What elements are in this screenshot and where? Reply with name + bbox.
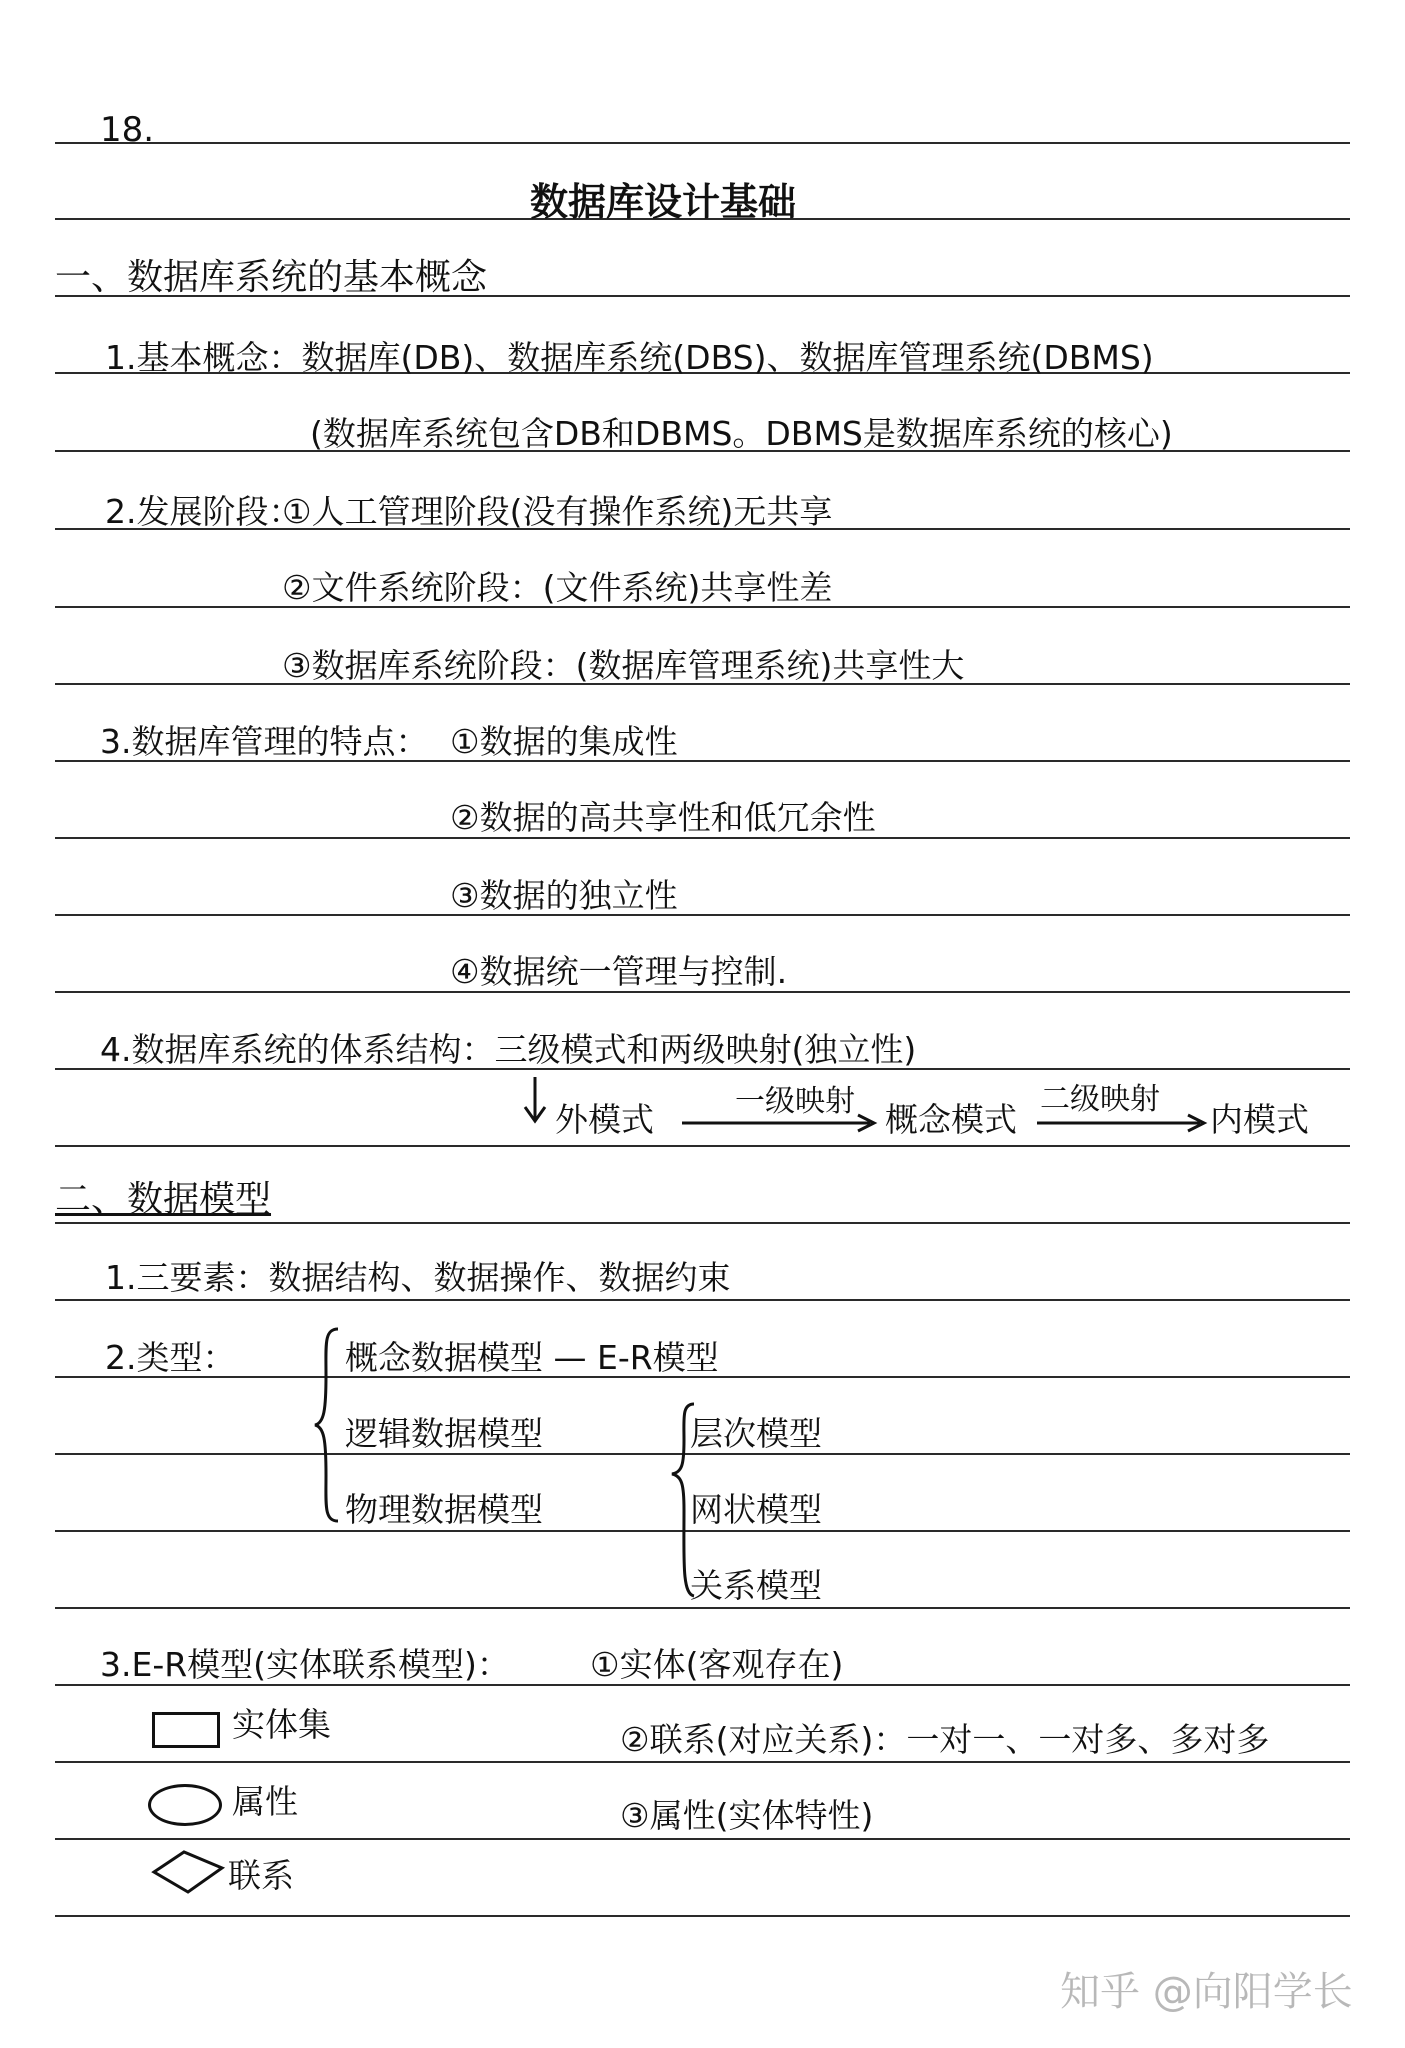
right-arrow-icon (680, 1112, 880, 1134)
physical-model: 物理数据模型 (345, 1490, 543, 1529)
legend-label: 联系 (228, 1856, 294, 1895)
basic-concepts-line: 1.基本概念：数据库(DB)、数据库系统(DBS)、数据库管理系统(DBMS) (105, 338, 1154, 377)
conceptual-model: 概念数据模型 — E-R模型 (345, 1338, 719, 1377)
ruled-line (55, 1222, 1350, 1224)
ruled-line (55, 142, 1350, 144)
conceptual-schema: 概念模式 (885, 1100, 1017, 1139)
model-types-label: 2.类型： (105, 1338, 236, 1377)
right-arrow-icon (1035, 1112, 1210, 1134)
basic-concepts-note: (数据库系统包含DB和DBMS。DBMS是数据库系统的核心) (310, 414, 1173, 453)
er-point: ①实体(客观存在) (590, 1645, 844, 1684)
left-brace-icon (312, 1325, 342, 1525)
watermark: 知乎 @向阳学长 (1060, 1969, 1353, 2015)
stage-item: ②文件系统阶段：(文件系统)共享性差 (282, 568, 833, 607)
feature-item: ②数据的高共享性和低冗余性 (450, 798, 876, 837)
feature-item: ④数据统一管理与控制. (450, 952, 788, 991)
er-point: ③属性(实体特性) (620, 1796, 874, 1835)
first-mapping-label: 一级映射 (735, 1084, 855, 1119)
page-title: 数据库设计基础 (530, 180, 797, 224)
second-mapping-label: 二级映射 (1040, 1082, 1160, 1117)
external-schema: 外模式 (555, 1100, 654, 1139)
ruled-line (55, 1607, 1350, 1609)
three-elements-line: 1.三要素：数据结构、数据操作、数据约束 (105, 1258, 731, 1297)
stage-item: ①人工管理阶段(没有操作系统)无共享 (282, 492, 833, 531)
down-arrow-icon (520, 1075, 550, 1127)
attribute-ellipse-icon (148, 1784, 222, 1826)
entity-set-rectangle-icon (152, 1712, 220, 1748)
internal-schema: 内模式 (1210, 1100, 1309, 1139)
legend-label: 属性 (232, 1782, 298, 1821)
ruled-line (55, 1145, 1350, 1147)
feature-item: ③数据的独立性 (450, 876, 678, 915)
ruled-line (55, 1838, 1350, 1840)
ruled-line (55, 1530, 1350, 1532)
stage-item: ③数据库系统阶段：(数据库管理系统)共享性大 (282, 646, 965, 685)
section-heading: 二、数据模型 (55, 1179, 272, 1220)
logical-model-type: 网状模型 (690, 1490, 822, 1529)
section-heading: 一、数据库系统的基本概念 (55, 257, 488, 298)
relationship-diamond-icon (148, 1848, 228, 1896)
ruled-line (55, 1915, 1350, 1917)
features-label: 3.数据库管理的特点： (100, 722, 429, 761)
ruled-line (55, 1761, 1350, 1763)
development-stages-label: 2.发展阶段： (105, 492, 302, 531)
ruled-line (55, 914, 1350, 916)
logical-model: 逻辑数据模型 (345, 1414, 543, 1453)
feature-item: ①数据的集成性 (450, 722, 678, 761)
er-point: ②联系(对应关系)：一对一、一对多、多对多 (620, 1720, 1270, 1759)
page-number: 18. (100, 110, 155, 150)
logical-model-type: 关系模型 (690, 1566, 822, 1605)
legend-label: 实体集 (232, 1705, 331, 1744)
logical-model-type: 层次模型 (690, 1414, 822, 1453)
architecture-line: 4.数据库系统的体系结构：三级模式和两级映射(独立性) (100, 1030, 917, 1069)
ruled-line (55, 1299, 1350, 1301)
er-model-label: 3.E-R模型(实体联系模型)： (100, 1645, 510, 1684)
